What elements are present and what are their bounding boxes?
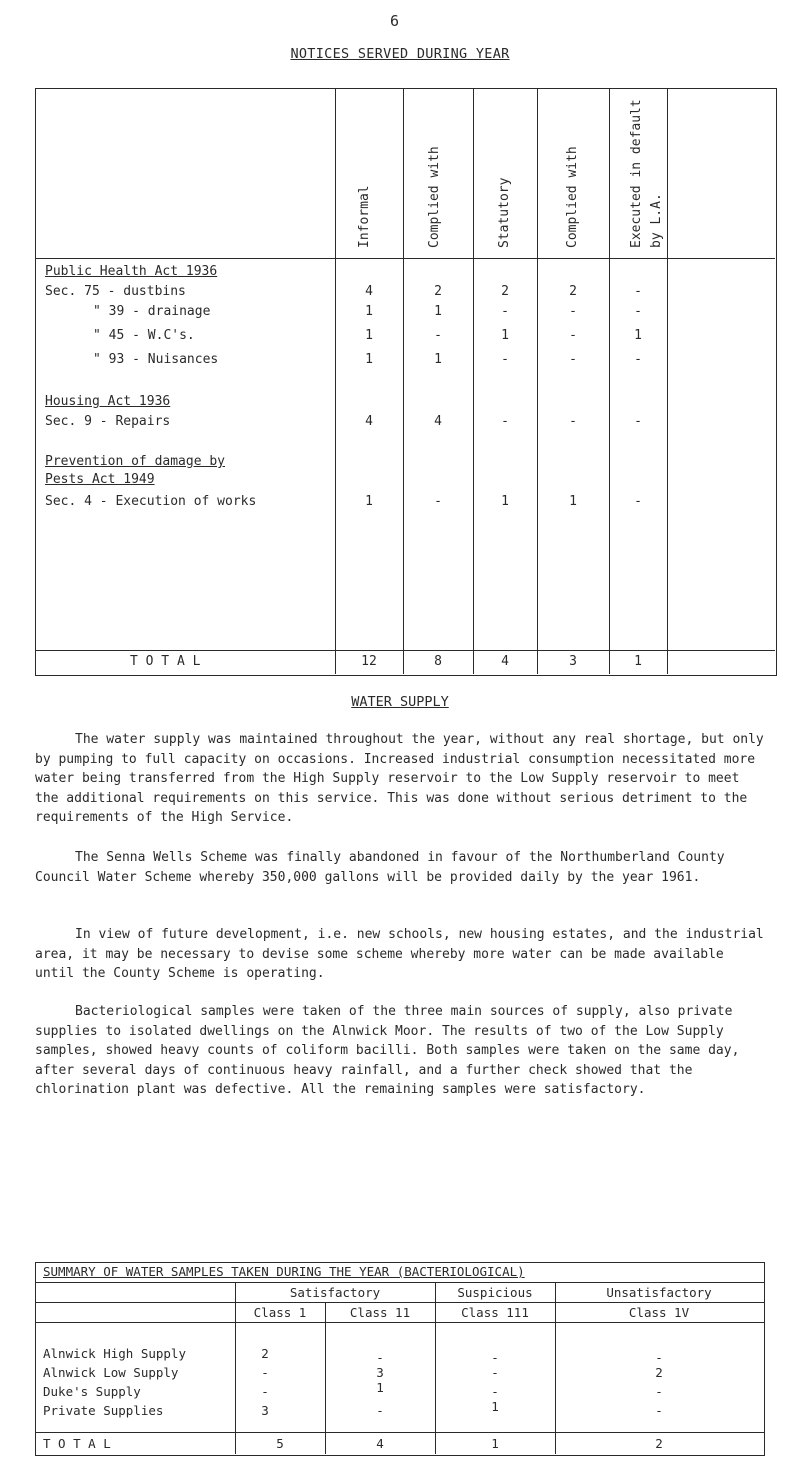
cell: - — [655, 1350, 663, 1365]
cell: 2 — [655, 1365, 663, 1380]
total-cell: 4 — [501, 654, 509, 669]
class-header-1v: Class 1V — [628, 1305, 690, 1320]
cell: 2 — [261, 1346, 269, 1361]
cell: 1 — [365, 304, 373, 319]
row-label: " 93 - Nuisances — [93, 352, 219, 367]
cell: - — [501, 414, 509, 429]
row-label: Sec. 75 - dustbins — [45, 284, 186, 299]
cell: - — [434, 328, 442, 343]
cell: - — [376, 1350, 384, 1365]
col-header-executed-in-default: Executed in default by L.A. — [629, 99, 664, 248]
water-supply-title: WATER SUPPLY — [351, 694, 449, 710]
cell: 1 — [434, 304, 442, 319]
total-cell: 8 — [434, 654, 442, 669]
summary-table — [35, 1262, 765, 1456]
cell: - — [634, 414, 642, 429]
cell: 1 — [434, 352, 442, 367]
section-heading-pests-line1: Prevention of damage by — [45, 454, 226, 469]
class-header-111: Class 111 — [461, 1305, 529, 1320]
cell: - — [501, 352, 509, 367]
cell: 3 — [261, 1403, 269, 1418]
cell: - — [491, 1365, 499, 1380]
row-label: " 45 - W.C's. — [93, 328, 195, 343]
cell: 1 — [491, 1399, 499, 1414]
cell: 1 — [376, 1380, 384, 1395]
cell: - — [569, 304, 577, 319]
row-label: Duke's Supply — [43, 1384, 141, 1399]
col-header-statutory: Statutory — [497, 177, 512, 248]
cell: 1 — [634, 328, 642, 343]
section-heading-pests-line2: Pests Act 1949 — [45, 472, 155, 487]
cell: - — [261, 1365, 269, 1380]
cell: - — [634, 284, 642, 299]
total-cell: 1 — [634, 654, 642, 669]
cell: - — [261, 1384, 269, 1399]
notices-table — [35, 88, 777, 676]
total-label: T O T A L — [130, 654, 201, 669]
cell: 4 — [365, 414, 373, 429]
row-label: Sec. 4 - Execution of works — [45, 494, 257, 509]
row-label: " 39 - drainage — [93, 304, 211, 319]
total-cell: 1 — [491, 1436, 499, 1451]
notices-title: NOTICES SERVED DURING YEAR — [290, 46, 510, 62]
cell: - — [491, 1384, 499, 1399]
cell: 2 — [434, 284, 442, 299]
total-cell: 2 — [655, 1436, 663, 1451]
col-header-complied-with-2: Complied with — [565, 146, 580, 248]
class-header-1: Class 1 — [253, 1305, 307, 1320]
cell: - — [569, 328, 577, 343]
col-header-informal: Informal — [357, 185, 372, 248]
total-label: T O T A L — [43, 1436, 111, 1451]
paragraph: The water supply was maintained throughout the year, without any real shortage, but only by pumping to full capacity on occasions. Increased industrial consumption necessitated more water being transferred from the High Supply reservoir to the Low Supply reservoir to meet the additional requirements on this service. This was done without serious detriment to the requirements of the High Service. — [35, 732, 764, 825]
cell: - — [655, 1384, 663, 1399]
group-header-unsatisfactory: Unsatisfactory — [606, 1285, 712, 1300]
cell: 1 — [501, 328, 509, 343]
cell: 1 — [569, 494, 577, 509]
group-header-satisfactory: Satisfactory — [289, 1285, 381, 1300]
cell: 4 — [434, 414, 442, 429]
row-label: Private Supplies — [43, 1403, 164, 1418]
class-header-11: Class 11 — [349, 1305, 411, 1320]
cell: - — [634, 494, 642, 509]
cell: 2 — [569, 284, 577, 299]
cell: 2 — [501, 284, 509, 299]
total-cell: 5 — [276, 1436, 284, 1451]
cell: - — [376, 1403, 384, 1418]
section-heading-public-health: Public Health Act 1936 — [45, 264, 218, 279]
cell: 1 — [365, 352, 373, 367]
summary-title: SUMMARY OF WATER SAMPLES TAKEN DURING THE YEAR (BACTERIOLOGICAL) — [43, 1264, 525, 1279]
paragraph: In view of future development, i.e. new schools, new housing estates, and the industrial area, it may be necessary to devise some scheme whereby more water can be made available until the County Scheme is operating. — [35, 927, 764, 981]
cell: 4 — [365, 284, 373, 299]
total-cell: 4 — [376, 1436, 384, 1451]
cell: - — [655, 1403, 663, 1418]
cell: 1 — [501, 494, 509, 509]
col-header-complied-with-1: Complied with — [427, 146, 442, 248]
cell: 3 — [376, 1365, 384, 1380]
cell: - — [501, 304, 509, 319]
cell: - — [634, 352, 642, 367]
cell: - — [569, 414, 577, 429]
group-header-suspicious: Suspicious — [457, 1285, 533, 1300]
total-cell: 3 — [569, 654, 577, 669]
row-label: Alnwick Low Supply — [43, 1365, 179, 1380]
cell: - — [434, 494, 442, 509]
page-number: 6 — [390, 12, 400, 30]
row-label: Sec. 9 - Repairs — [45, 414, 171, 429]
row-label: Alnwick High Supply — [43, 1346, 186, 1361]
total-cell: 12 — [361, 654, 377, 669]
cell: 1 — [365, 494, 373, 509]
section-heading-housing: Housing Act 1936 — [45, 394, 171, 409]
cell: 1 — [365, 328, 373, 343]
paragraph: The Senna Wells Scheme was finally abandoned in favour of the Northumberland County Council Water Scheme whereby 350,000 gallons will be provided daily by the year 1961. — [35, 850, 725, 885]
cell: - — [491, 1350, 499, 1365]
paragraph: Bacteriological samples were taken of the three main sources of supply, also private supplies to isolated dwellings on the Alnwick Moor. The results of two of the Low Supply samples, showed heavy counts of coliform bacilli. Both samples were taken on the same day, after several days of continuous heavy rainfall, and a further check showed that the chlorination plant was defective. All the remaining samples were satisfactory. — [35, 1004, 740, 1097]
cell: - — [569, 352, 577, 367]
cell: - — [634, 304, 642, 319]
